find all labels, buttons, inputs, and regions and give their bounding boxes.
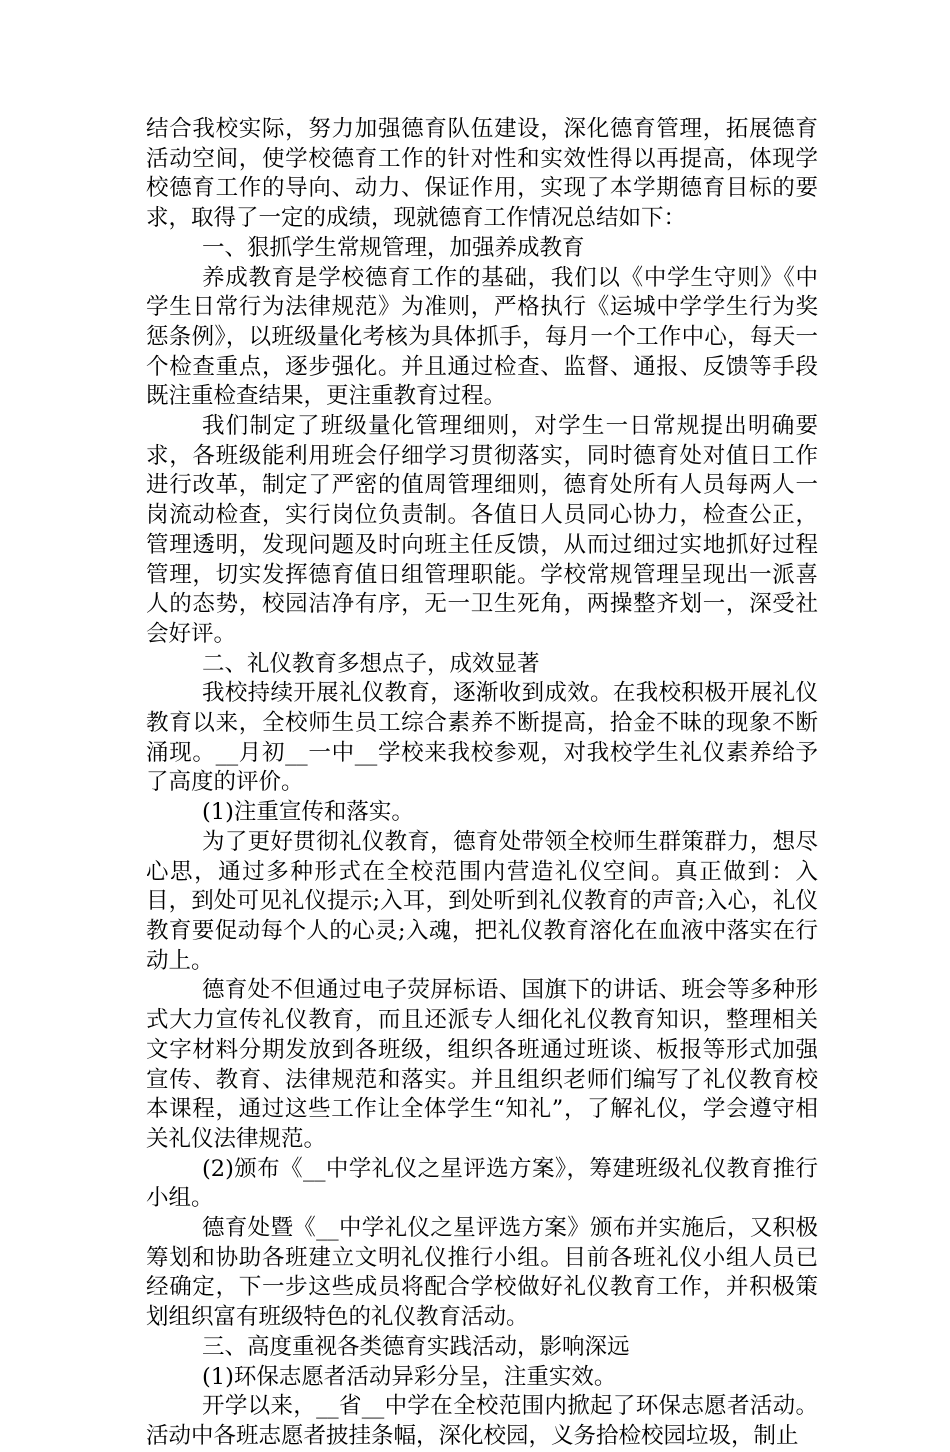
paragraph-intro: 结合我校实际，努力加强德育队伍建设，深化德育管理，拓展德育活动空间，使学校德育工作的针对性和实效性得以再提高，体现学校德育工作的导向、动力、保证作用，实现了本学期德育目标的要求，取得了一定的成绩，现就德育工作情况总结如下： [146, 116, 818, 232]
paragraph: 德育处不但通过电子荧屏标语、国旗下的讲话、班会等多种形式大力宣传礼仪教育，而且还派专人细化礼仪教育知识，整理相关文字材料分期发放到各班级，组织各班通过班谈、板报等形式加强宣传、教育、法律规范和落实。并且组织老师们编写了礼仪教育校本课程，通过这些工作让全体学生“知礼”，了解礼仪，学会遵守相关礼仪法律规范。 [146, 977, 818, 1152]
subheading-item-1: (1)环保志愿者活动异彩分呈，注重实效。 [202, 1363, 617, 1390]
heading-section-1: 一、狠抓学生常规管理，加强养成教育 [202, 234, 585, 261]
subheading-item-1: (1)注重宣传和落实。 [202, 799, 414, 826]
paragraph: 养成教育是学校德育工作的基础，我们以《中学生守则》《中学生日常行为法律规范》为准则，严格执行《运城中学学生行为奖惩条例》，以班级量化考核为具体抓手，每月一个工作中心，每天一个检查重点，逐步强化。并且通过检查、监督、通报、反馈等手段既注重检查结果，更注重教育过程。 [146, 264, 818, 410]
heading-section-3: 三、高度重视各类德育实践活动，影响深远 [202, 1333, 630, 1360]
document-page [146, 115, 818, 1452]
heading-section-2: 二、礼仪教育多想点子，成效显著 [202, 650, 540, 677]
subheading-item-2: (2)颁布《__中学礼仪之星评选方案》，筹建班级礼仪教育推行小组。 [146, 1155, 818, 1212]
paragraph: 我校持续开展礼仪教育，逐渐收到成效。在我校积极开展礼仪教育以来，全校师生员工综合素养不断提高，拾金不昧的现象不断涌现。__月初__一中__学校来我校参观，对我校学生礼仪素养给予了高度的评价。 [146, 680, 818, 796]
paragraph: 开学以来，__省__中学在全校范围内掀起了环保志愿者活动。活动中各班志愿者披挂条幅，深化校园，义务拾检校园垃圾，制止 [146, 1393, 818, 1449]
paragraph: 德育处暨《__中学礼仪之星评选方案》颁布并实施后，又积极筹划和协助各班建立文明礼仪推行小组。目前各班礼仪小组人员已经确定，下一步这些成员将配合学校做好礼仪教育工作，并积极策划组织富有班级特色的礼仪教育活动。 [146, 1215, 818, 1331]
paragraph: 我们制定了班级量化管理细则，对学生一日常规提出明确要求，各班级能利用班会仔细学习贯彻落实，同时德育处对值日工作进行改革，制定了严密的值周管理细则，德育处所有人员每两人一岗流动检查，实行岗位负责制。各值日人员同心协力，检查公正，管理透明，发现问题及时向班主任反馈，从而过细过实地抓好过程管理，切实发挥德育值日组管理职能。学校常规管理呈现出一派喜人的态势，校园洁净有序，无一卫生死角，两操整齐划一，深受社会好评。 [146, 413, 818, 647]
paragraph: 为了更好贯彻礼仪教育，德育处带领全校师生群策群力，想尽心思，通过多种形式在全校范围内营造礼仪空间。真正做到：入目，到处可见礼仪提示;入耳，到处听到礼仪教育的声音;入心，礼仪教育要促动每个人的心灵;入魂，把礼仪教育溶化在血液中落实在行动上。 [146, 828, 818, 974]
